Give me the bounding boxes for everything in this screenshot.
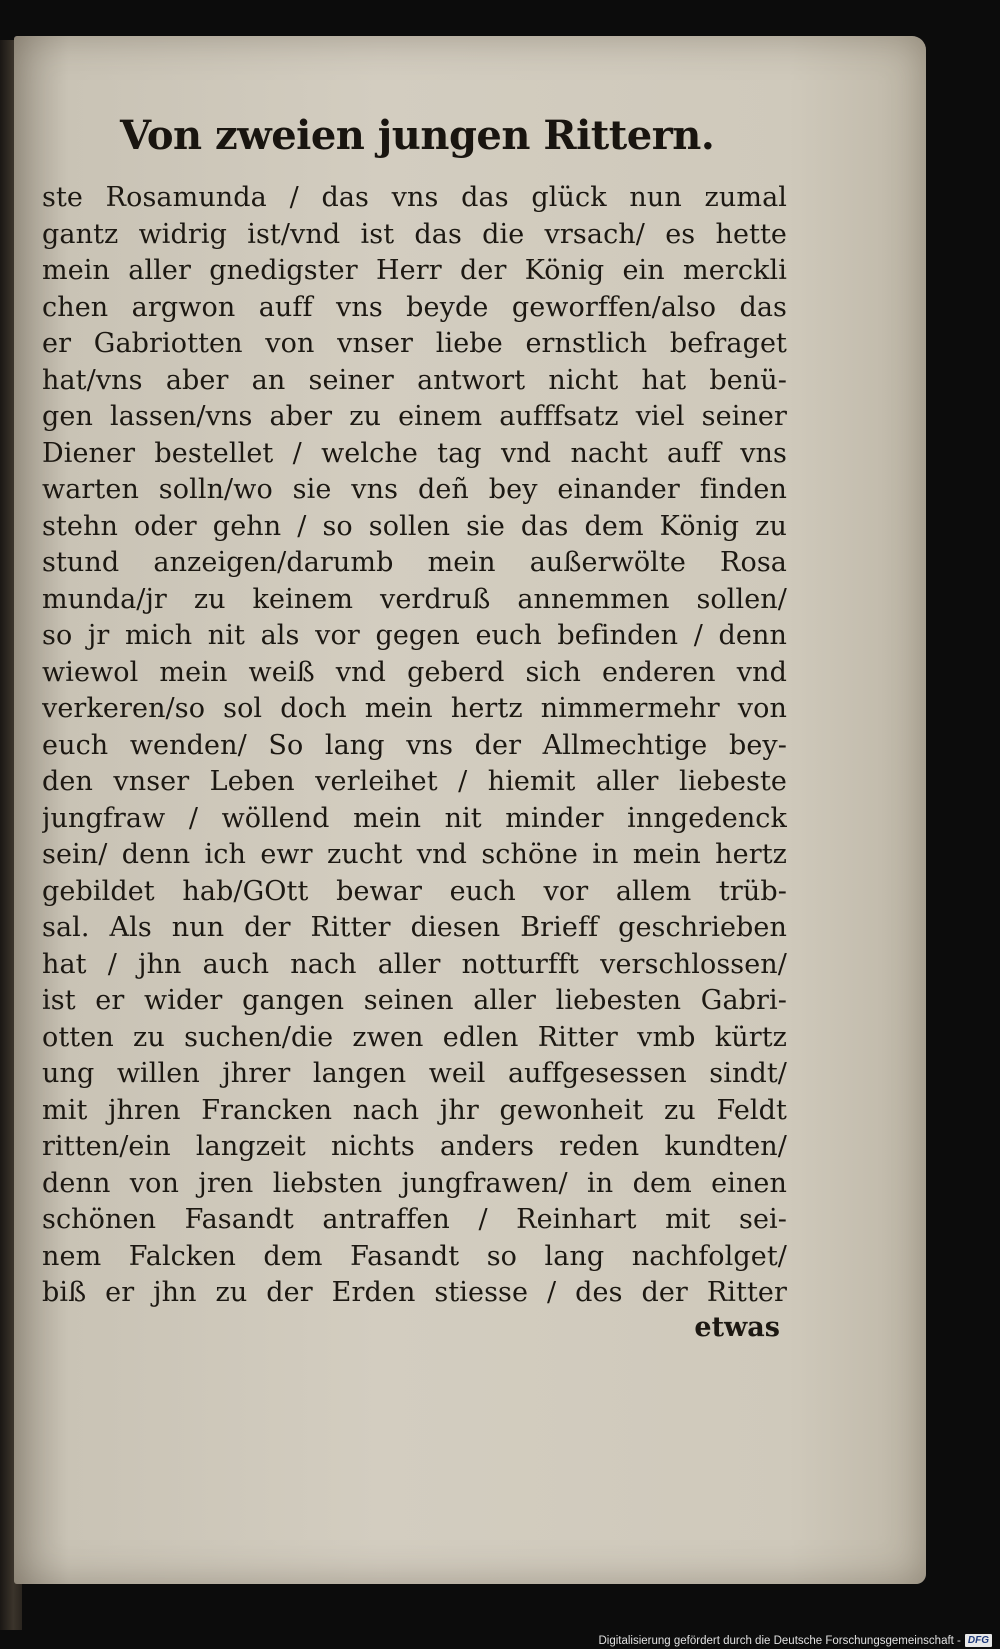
text-line: stehn oder gehn / so sollen sie das dem König zu	[42, 510, 787, 542]
text-line: denn von jren liebsten jungfrawen/ in dem einen	[42, 1167, 787, 1199]
text-line: so jr mich nit als vor gegen euch befinden / denn	[42, 620, 787, 651]
text-line: otten zu suchen/die zwen edlen Ritter vmb kürtz	[42, 1021, 787, 1053]
credit-text: Digitalisierung gefördert durch die Deutsche Forschungsgemeinschaft -	[598, 1634, 961, 1647]
text-line: sal. Als nun der Ritter diesen Brieff geschrieben	[42, 912, 787, 943]
text-line: schönen Fasandt antraffen / Reinhart mit sei-	[42, 1204, 787, 1235]
dfg-logo: DFG	[965, 1634, 992, 1647]
text-line: er Gabriotten von vnser liebe ernstlich befraget	[42, 328, 787, 359]
digitization-credit	[598, 1634, 992, 1647]
text-line: warten solln/wo sie vns deñ bey einander finden	[42, 474, 787, 505]
running-head: Von zweien jungen Rittern.	[120, 112, 715, 159]
text-line: wiewol mein weiß vnd geberd sich enderen vnd	[42, 656, 787, 688]
text-line: mit jhren Francken nach jhr gewonheit zu Feldt	[42, 1094, 787, 1126]
text-line: euch wenden/ So lang vns der Allmechtige bey-	[42, 729, 787, 761]
text-line: gebildet hab/GOtt bewar euch vor allem trüb-	[42, 875, 787, 907]
text-line: ste Rosamunda / das vns das glück nun zumal	[42, 182, 787, 213]
text-line: ung willen jhrer langen weil auffgesessen sindt/	[42, 1058, 787, 1089]
text-line: ist er wider gangen seinen aller liebesten Gabri-	[42, 985, 787, 1016]
text-line: gantz widrig ist/vnd ist das die vrsach/ es hette	[42, 218, 787, 250]
text-line: verkeren/so sol doch mein hertz nimmermehr von	[42, 693, 787, 724]
text-line: nem Falcken dem Fasandt so lang nachfolget/	[42, 1240, 787, 1272]
text-line: sein/ denn ich ewr zucht vnd schöne in mein hertz	[42, 839, 787, 870]
text-line: hat / jhn auch nach aller notturfft verschlossen/	[42, 948, 787, 980]
text-line: Diener bestellet / welche tag vnd nacht auff vns	[42, 437, 787, 469]
text-line: gen lassen/vns aber zu einem aufffsatz viel seiner	[42, 401, 787, 432]
text-line: ritten/ein langzeit nichts anders reden kundten/	[42, 1131, 787, 1162]
text-line: hat/vns aber an seiner antwort nicht hat benü-	[42, 364, 787, 396]
text-line: chen argwon auff vns beyde geworffen/also das	[42, 291, 787, 323]
catchword: etwas	[694, 1312, 780, 1343]
text-block	[42, 180, 787, 1312]
text-line: munda/jr zu keinem verdruß annemmen sollen/	[42, 583, 787, 615]
text-line: stund anzeigen/darumb mein außerwölte Rosa	[42, 547, 787, 578]
text-line: mein aller gnedigster Herr der König ein merckli	[42, 255, 787, 286]
text-line: jungfraw / wöllend mein nit minder inngedenck	[42, 802, 787, 834]
text-line: den vnser Leben verleihet / hiemit aller liebeste	[42, 766, 787, 797]
text-line: biß er jhn zu der Erden stiesse / des der Ritter	[42, 1277, 787, 1308]
